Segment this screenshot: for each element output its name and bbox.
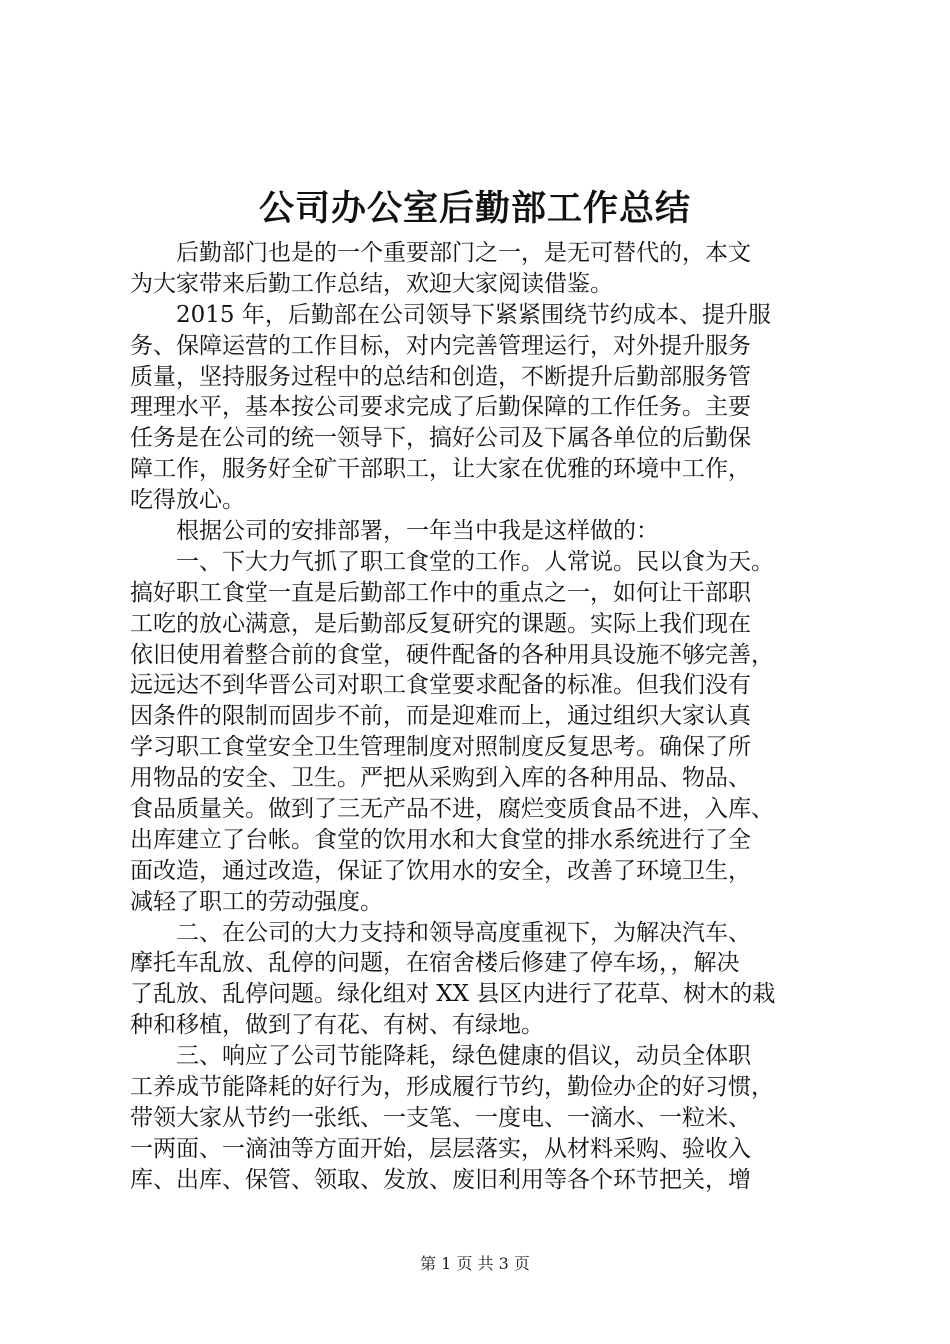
body-line: 库、出库、保管、领取、发放、废旧利用等各个环节把关，增 (130, 1166, 751, 1193)
body-line: 因条件的限制而固步不前，而是迎难而上，通过组织大家认真 (130, 703, 751, 730)
body-line: 一、下大力气抓了职工食堂的工作。人常说。民以食为天。 (130, 548, 774, 575)
document-body (130, 238, 830, 1196)
body-line: 2015 年，后勤部在公司领导下紧紧围绕节约成本、提升服 (130, 301, 771, 328)
body-line: 摩托车乱放、乱停的问题，在宿舍楼后修建了停车场，，解决 (130, 950, 740, 977)
body-line: 用物品的安全、卫生。严把从采购到入库的各种用品、物品、 (130, 765, 751, 792)
body-line: 为大家带来后勤工作总结，欢迎大家阅读借鉴。 (130, 270, 613, 297)
body-line: 质量，坚持服务过程中的总结和创造，不断提升后勤部服务管 (130, 363, 751, 390)
body-line: 务、保障运营的工作目标，对内完善管理运行，对外提升服务 (130, 332, 751, 359)
body-line: 理理水平，基本按公司要求完成了后勤保障的工作任务。主要 (130, 394, 751, 421)
body-line: 工养成节能降耗的好行为，形成履行节约，勤俭办企的好习惯， (130, 1074, 774, 1101)
body-line: 工吃的放心满意，是后勤部反复研究的课题。实际上我们现在 (130, 610, 751, 637)
body-line: 后勤部门也是的一个重要部门之一，是无可替代的，本文 (130, 240, 751, 266)
body-line: 三、响应了公司节能降耗，绿色健康的倡议，动员全体职 (130, 1043, 751, 1070)
body-line: 根据公司的安排部署，一年当中我是这样做的： (130, 518, 659, 545)
body-line: 任务是在公司的统一领导下，搞好公司及下属各单位的后勤保 (130, 425, 751, 452)
body-line: 一两面、一滴油等方面开始，层层落实，从材料采购、验收入 (130, 1135, 751, 1162)
body-line: 障工作，服务好全矿干部职工，让大家在优雅的环境中工作， (130, 456, 751, 483)
body-line: 搞好职工食堂一直是后勤部工作中的重点之一，如何让干部职 (130, 579, 751, 606)
body-line: 吃得放心。 (130, 487, 245, 514)
body-line: 依旧使用着整合前的食堂，硬件配备的各种用具设施不够完善， (130, 641, 774, 668)
body-line: 带领大家从节约一张纸、一支笔、一度电、一滴水、一粒米、 (130, 1104, 751, 1131)
body-line: 了乱放、乱停问题。绿化组对 XX 县区内进行了花草、树木的栽 (130, 981, 776, 1008)
body-line: 种和移植，做到了有花、有树、有绿地。 (130, 1012, 544, 1039)
body-line: 远远达不到华晋公司对职工食堂要求配备的标准。但我们没有 (130, 672, 751, 699)
body-line: 出库建立了台帐。食堂的饮用水和大食堂的排水系统进行了全 (130, 826, 751, 853)
document-title: 公司办公室后勤部工作总结 (258, 188, 691, 229)
page-footer: 第 1 页 共 3 页 (420, 1254, 530, 1273)
body-line: 面改造，通过改造，保证了饮用水的安全，改善了环境卫生， (130, 857, 751, 884)
body-line: 学习职工食堂安全卫生管理制度对照制度反复思考。确保了所 (130, 734, 751, 761)
body-line: 食品质量关。做到了三无产品不进，腐烂变质食品不进，入库、 (130, 796, 774, 823)
body-line: 二、在公司的大力支持和领导高度重视下，为解决汽车、 (130, 919, 751, 946)
body-line: 减轻了职工的劳动强度。 (130, 888, 383, 915)
